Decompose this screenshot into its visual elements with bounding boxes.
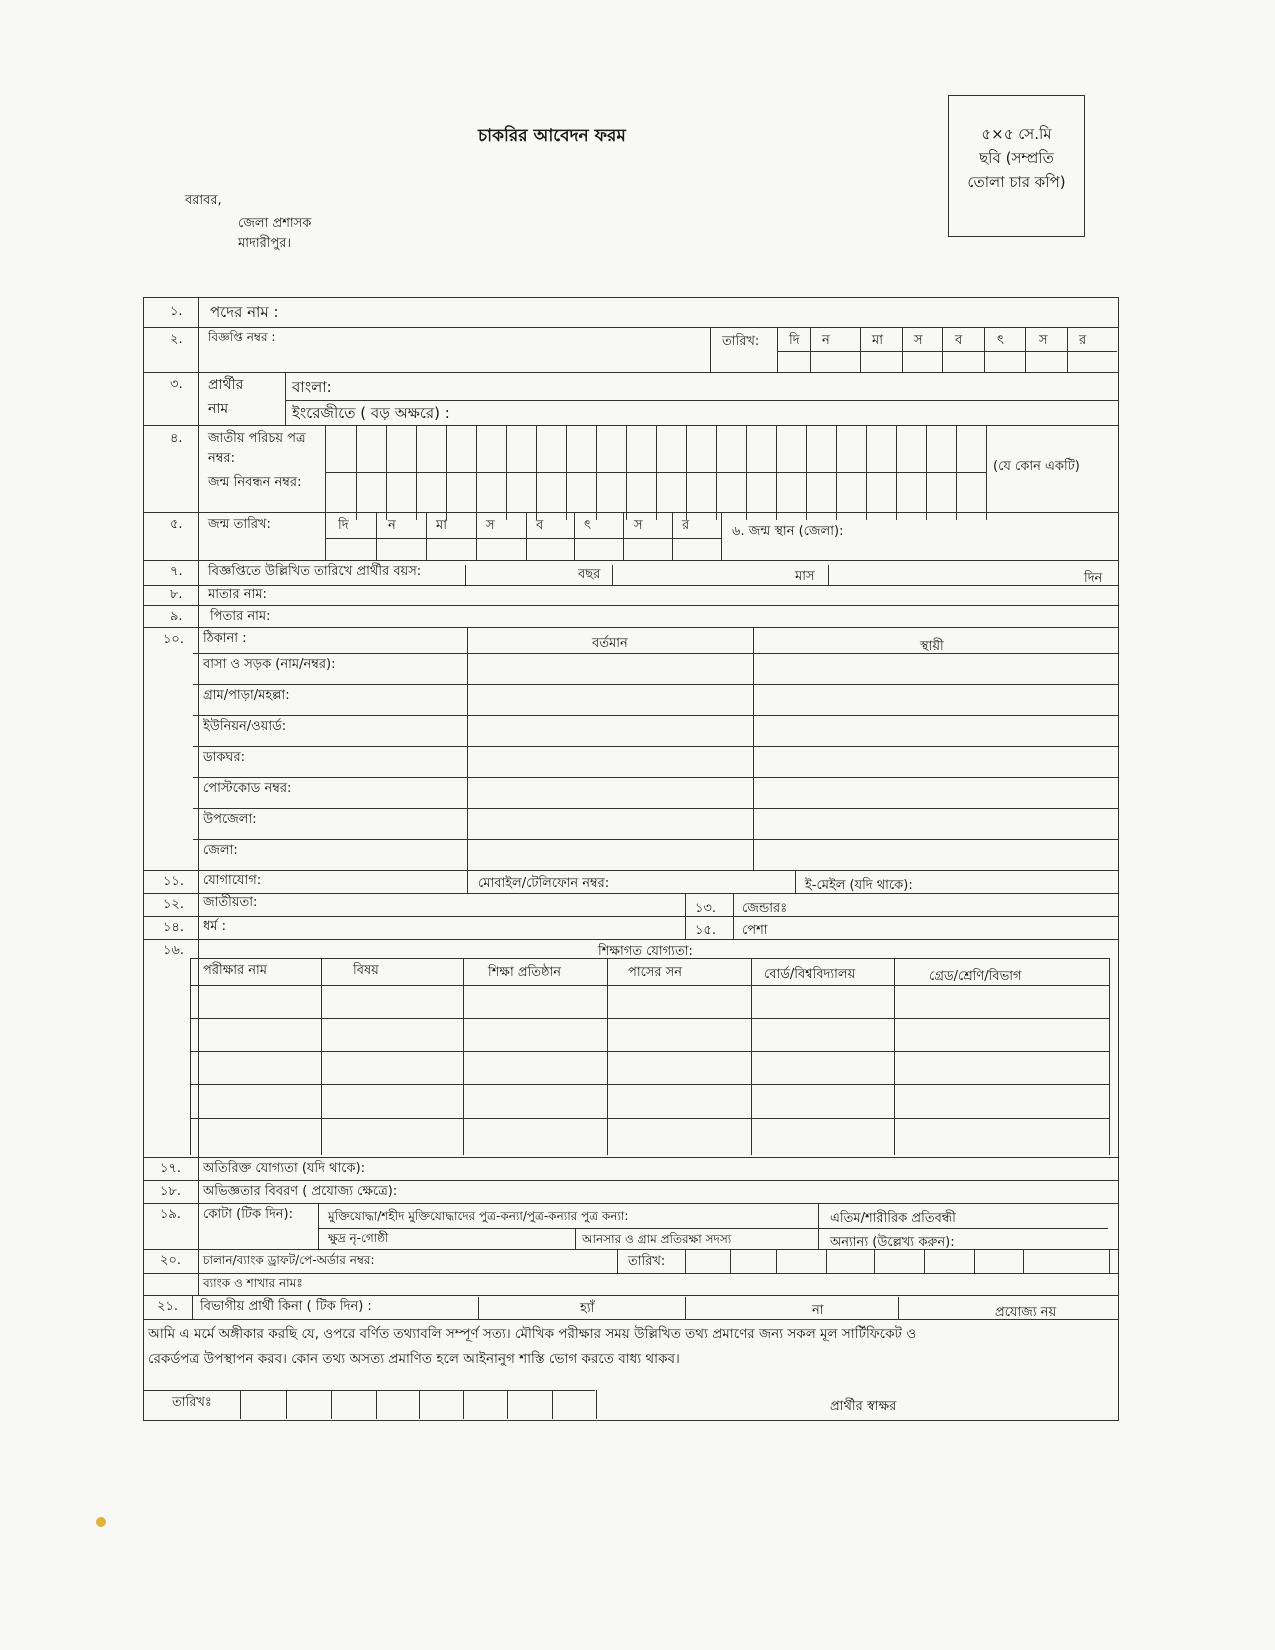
r8-num: ৮. — [170, 587, 183, 602]
email-label: ই-মেইল (যদি থাকে): — [805, 878, 913, 893]
r13-num: ১৩. — [695, 901, 717, 916]
circular-number-label: বিজ্ঞপ্তি নম্বর : — [208, 330, 276, 344]
declaration-date-cells — [240, 1390, 597, 1419]
date-cell: ৎ — [997, 333, 1004, 348]
edu-header-exam: পরীক্ষার নাম — [203, 963, 268, 978]
date-cell: ব — [955, 333, 963, 348]
payment-date-cells — [685, 1249, 1110, 1273]
address-field-upazila: উপজেলা: — [203, 812, 257, 827]
signature-label: প্রার্থীর স্বাক্ষর — [830, 1399, 897, 1414]
dob-label: জন্ম তারিখ: — [208, 517, 271, 532]
r17-num: ১৭. — [160, 1161, 182, 1176]
dob-cell: র — [682, 518, 690, 533]
gender-label: জেন্ডারঃ — [742, 901, 788, 916]
address-label: ঠিকানা : — [203, 631, 247, 646]
applicant-name-label-2: নাম — [208, 401, 229, 417]
circular-date-label: তারিখ: — [722, 334, 760, 349]
applicant-name-label-1: প্রার্থীর — [208, 377, 244, 393]
date-cell: স — [1039, 333, 1048, 348]
address-field-postoffice: ডাকঘর: — [203, 750, 245, 765]
edu-header-board: বোর্ড/বিশ্ববিদ্যালয় — [764, 967, 856, 982]
payment-number-label: চালান/ব্যাংক ড্রাফট/পে-অর্ডার নম্বর: — [203, 1253, 375, 1267]
quota-ansar: আনসার ও গ্রাম প্রতিরক্ষা সদস্য — [582, 1232, 732, 1246]
quota-orphan-disabled: এতিম/শারীরিক প্রতিবন্ধী — [830, 1211, 956, 1226]
education-table — [190, 958, 1110, 1155]
r9-num: ৯. — [170, 609, 183, 624]
quota-other: অন্যান্য (উল্লেখ্য করুন): — [830, 1235, 955, 1250]
r3-num: ৩. — [170, 377, 183, 392]
quota-label: কোটা (টিক দিন): — [203, 1207, 293, 1222]
mother-name-label: মাতার নাম: — [208, 587, 267, 602]
education-label: শিক্ষাগত যোগ্যতা: — [598, 944, 693, 959]
payment-date-label: তারিখ: — [628, 1254, 666, 1269]
religion-label: ধর্ম : — [203, 919, 227, 934]
option-yes: হ্যাঁ — [580, 1301, 595, 1316]
bank-branch-label: ব্যাংক ও শাখার নামঃ — [203, 1276, 303, 1290]
circular-date-cells — [777, 327, 1117, 372]
dob-cells — [325, 512, 722, 560]
post-name-label: পদের নাম : — [210, 303, 279, 321]
nationality-label: জাতীয়তা: — [203, 895, 258, 910]
declaration-date-label: তারিখঃ — [172, 1395, 212, 1410]
form-title: চাকরির আবেদন ফরম — [478, 126, 626, 146]
r18-num: ১৮. — [160, 1184, 182, 1199]
quota-freedom-fighter: মুক্তিযোদ্ধা/শহীদ মুক্তিযোদ্ধাদের পুত্র-কন্যা/পুত্র-কন্যার পুত্র কন্যা: — [328, 1209, 629, 1223]
r15-num: ১৫. — [695, 923, 717, 938]
r10-num: ১০. — [163, 632, 185, 647]
id-note: (যে কোন একটি) — [993, 459, 1080, 474]
present-address-header: বর্তমান — [592, 636, 628, 651]
mobile-label: মোবাইল/টেলিফোন নম্বর: — [478, 876, 610, 891]
address-field-village: গ্রাম/পাড়া/মহল্লা: — [203, 688, 290, 703]
r21-num: ২১. — [157, 1299, 179, 1314]
nid-label-2: নম্বর: — [208, 451, 235, 466]
age-label: বিজ্ঞপ্তিতে উল্লিখিত তারিখে প্রার্থীর বয়স: — [208, 564, 422, 579]
age-year: বছর — [578, 567, 601, 582]
r7-num: ৭. — [170, 564, 183, 579]
age-month: মাস — [795, 569, 815, 584]
addressee: জেলা প্রশাসক — [238, 216, 312, 231]
date-cell: দি — [789, 333, 800, 348]
declaration-line-1: আমি এ মর্মে অঙ্গীকার করছি যে, ওপরে বর্ণিত তথ্যাবলি সম্পূর্ণ সত্য। মৌখিক পরীক্ষার সময় উল্লিখিত তথ্য প্রমাণের জন্য সকল মূল সার্টিফিকেট ও — [148, 1326, 917, 1342]
dob-cell: দি — [338, 518, 349, 533]
r20-num: ২০. — [160, 1253, 182, 1268]
permanent-address-header: স্থায়ী — [920, 639, 944, 654]
scan-spot — [96, 1517, 106, 1527]
father-name-label: পিতার নাম: — [210, 609, 271, 624]
r11-num: ১১. — [163, 874, 185, 889]
r19-num: ১৯. — [160, 1207, 182, 1222]
name-english-label: ইংরেজীতে ( বড় অক্ষরে) : — [292, 404, 450, 422]
nid-label: জাতীয় পরিচয় পত্র — [208, 431, 306, 446]
edu-header-subject: বিষয় — [353, 963, 379, 978]
r4-num: ৪. — [170, 431, 183, 446]
date-cell: স — [914, 333, 923, 348]
r16-num: ১৬. — [163, 943, 185, 958]
edu-header-year: পাসের সন — [628, 965, 683, 980]
additional-qual-label: অতিরিক্ত যোগ্যতা (যদি থাকে): — [203, 1161, 366, 1176]
name-bangla-label: বাংলা: — [292, 378, 332, 396]
address-field-house: বাসা ও সড়ক (নাম/নম্বর): — [203, 657, 336, 672]
r5-num: ৫. — [170, 517, 183, 532]
declaration-line-2: রেকর্ডপত্র উপস্থাপন করব। কোন তথ্য অসত্য প্রমাণিত হলে আইনানুগ শাস্তি ভোগ করতে বাধ্য থাকব। — [148, 1351, 680, 1367]
dob-cell: ন — [388, 518, 396, 533]
age-day: দিন — [1084, 571, 1103, 586]
date-cell: ন — [822, 333, 830, 348]
photo-line-3: তোলা চার কপি) — [967, 173, 1066, 191]
date-cell: র — [1079, 333, 1087, 348]
birthplace-label: ৬. জন্ম স্থান (জেলা): — [732, 524, 844, 539]
contact-label: যোগাযোগ: — [203, 873, 262, 888]
birth-reg-label: জন্ম নিবন্ধন নম্বর: — [208, 475, 302, 490]
address-field-union: ইউনিয়ন/ওয়ার্ড: — [203, 719, 287, 734]
occupation-label: পেশা — [742, 923, 768, 938]
r1-num: ১. — [170, 304, 183, 319]
dob-cell: স — [486, 518, 495, 533]
id-number-cells — [325, 425, 987, 520]
r2-num: ২. — [170, 332, 183, 347]
dob-cell: ৎ — [584, 518, 591, 533]
place: মাদারীপুর। — [238, 236, 292, 251]
date-cell: মা — [872, 333, 883, 348]
experience-label: অভিজ্ঞতার বিবরণ ( প্রযোজ্য ক্ষেত্রে): — [203, 1184, 398, 1199]
quota-ethnic: ক্ষুদ্র নৃ-গোষ্ঠী — [328, 1231, 389, 1245]
edu-header-grade: গ্রেড/শ্রেণি/বিভাগ — [929, 969, 1022, 984]
option-no: না — [812, 1303, 824, 1318]
address-field-district: জেলা: — [203, 843, 238, 858]
r14-num: ১৪. — [163, 920, 185, 935]
departmental-label: বিভাগীয় প্রার্থী কিনা ( টিক দিন) : — [200, 1299, 372, 1314]
photo-box — [948, 95, 1085, 237]
photo-line-1: ৫×৫ সে.মি — [981, 125, 1052, 143]
dob-cell: মা — [436, 518, 447, 533]
dob-cell: স — [634, 518, 643, 533]
r12-num: ১২. — [163, 897, 185, 912]
salutation: বরাবর, — [185, 193, 222, 208]
option-not-applicable: প্রযোজ্য নয় — [995, 1305, 1057, 1320]
address-field-postcode: পোস্টকোড নম্বর: — [203, 781, 292, 796]
photo-line-2: ছবি (সম্প্রতি — [979, 149, 1054, 167]
edu-header-institution: শিক্ষা প্রতিষ্ঠান — [488, 965, 562, 980]
dob-cell: ব — [536, 518, 544, 533]
